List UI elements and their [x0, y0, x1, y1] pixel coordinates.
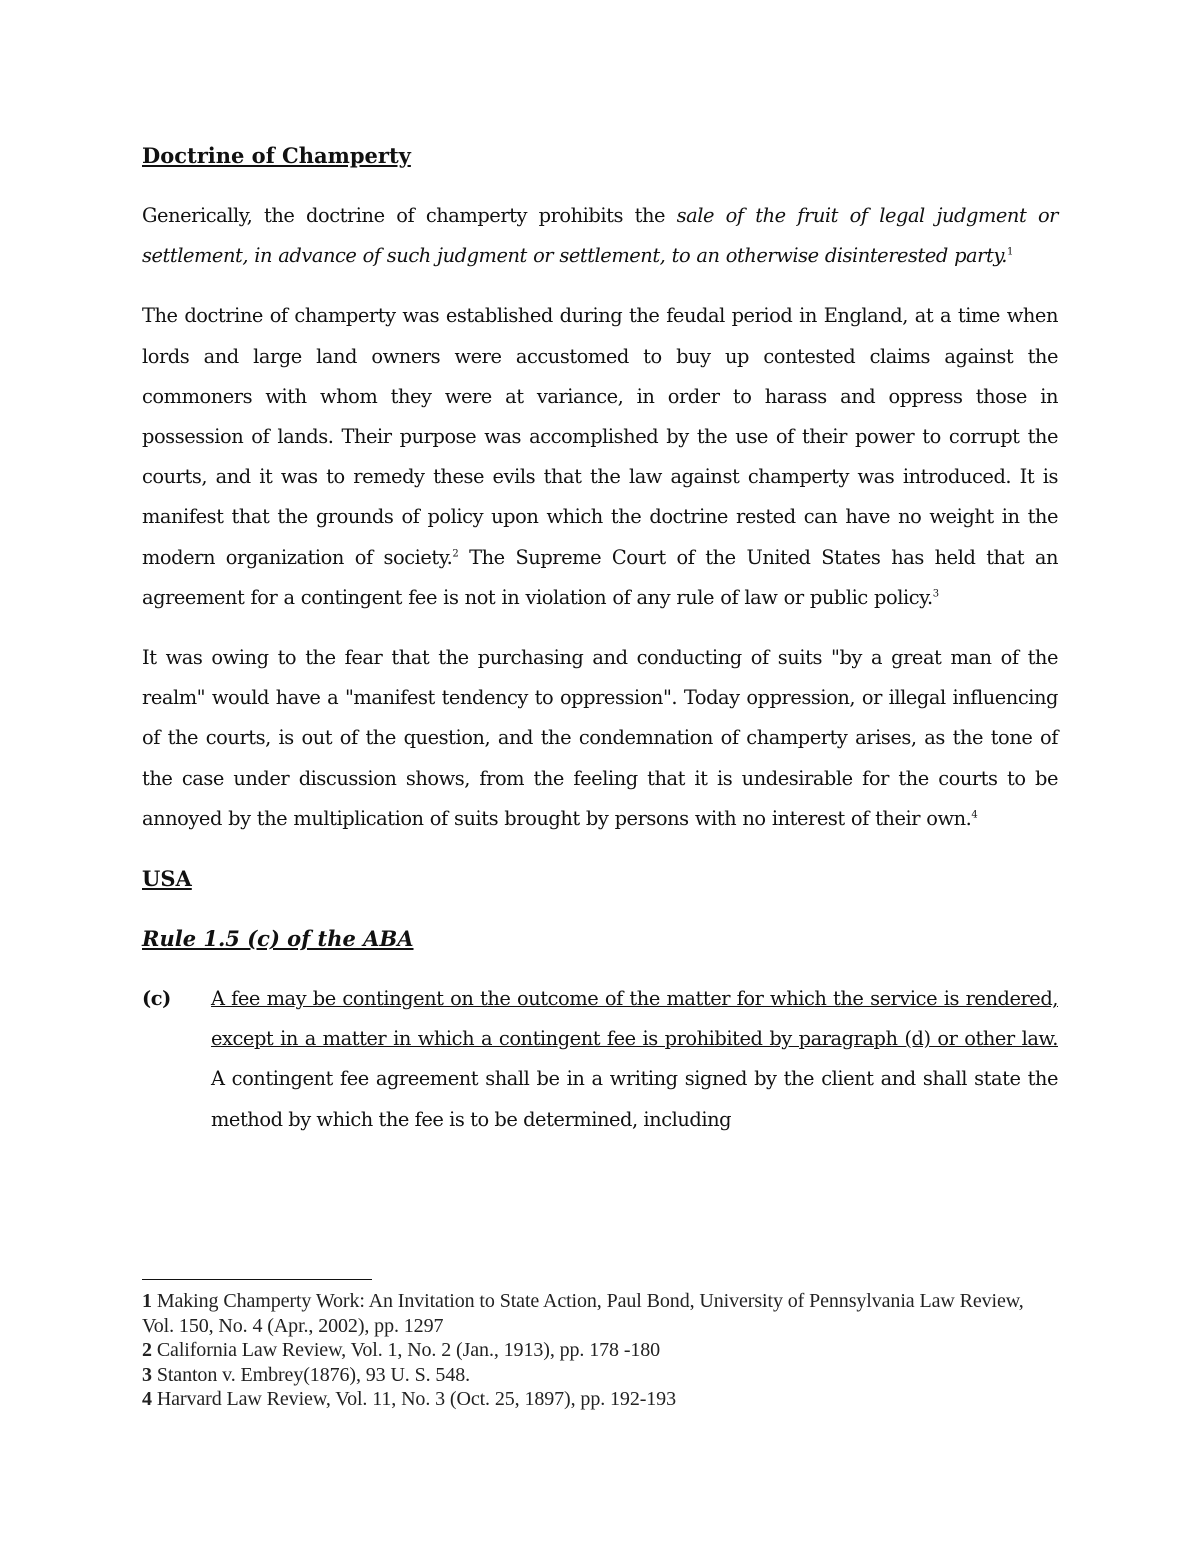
footnote-number: 3: [142, 1363, 152, 1386]
rule-item-c: [142, 979, 1058, 1140]
footnote-text: California Law Review, Vol. 1, No. 2 (Jan., 1913), pp. 178 -180: [156, 1339, 661, 1361]
footnotes: [142, 1289, 1058, 1412]
paragraph-definition-lead: Generically, the doctrine of champerty prohibits the: [142, 204, 677, 227]
paragraph-oppression-text: It was owing to the fear that the purchasing and conducting of suits "by a great man of the realm" would have a "manifest tendency to oppression". Today oppression, or illegal influencing of the courts, is out of the question, and the condemnation of champerty arises, as the tone of the case under discussion shows, from the feeling that it is undesirable for the courts to be annoyed by the multiplication of suits brought by persons with no interest of their own.: [142, 646, 1058, 830]
footnote-1: [142, 1289, 1058, 1338]
document-body: [142, 136, 1058, 1140]
footnote-text: Harvard Law Review, Vol. 11, No. 3 (Oct. 25, 1897), pp. 192-193: [156, 1388, 676, 1410]
footnote-4: [142, 1387, 1058, 1412]
rule-item-underlined-text: A fee may be contingent on the outcome of the matter for which the service is rendered, except in a matter in which a contingent fee is prohibited by paragraph (d) or other law.: [211, 987, 1058, 1051]
footnote-ref-3[interactable]: 3: [932, 588, 939, 600]
paragraph-definition: [142, 196, 1058, 276]
footnote-number: 1: [142, 1290, 152, 1312]
footnote-3: [142, 1363, 1058, 1388]
section-heading-usa: USA: [142, 866, 192, 892]
footnote-text: Stanton v. Embrey(1876), 93 U. S. 548.: [156, 1363, 471, 1386]
section-heading-rule: Rule 1.5 (c) of the ABA: [142, 926, 414, 952]
footnote-ref-4[interactable]: 4: [971, 809, 978, 821]
paragraph-oppression: [142, 638, 1058, 839]
rule-item-label: (c): [142, 987, 171, 1011]
footnote-ref-2[interactable]: 2: [452, 548, 459, 560]
document-title: Doctrine of Champerty: [142, 143, 411, 168]
footnote-ref-1[interactable]: 1: [1006, 246, 1013, 258]
rule-item-rest-text: A contingent fee agreement shall be in a writing signed by the client and shall state the method by which the fee is to be determined, including: [211, 1067, 1058, 1131]
paragraph-history: [142, 296, 1058, 618]
footnote-number: 4: [142, 1388, 152, 1410]
paragraph-definition-italic: sale of the fruit of legal judgment or settlement, in advance of such judgment or settlement, to an otherwise disinterested party.: [142, 204, 1058, 268]
footnote-number: 2: [142, 1339, 152, 1361]
footnote-separator: [142, 1279, 372, 1280]
paragraph-history-text-a: The doctrine of champerty was established during the feudal period in England, at a time when lords and large land owners were accustomed to buy up contested claims against the commoners with whom they were at variance, in order to harass and oppress those in possession of lands. Their purpose was accomplished by the use of their power to corrupt the courts, and it was to remedy these evils that the law against champerty was introduced. It is manifest that the grounds of policy upon which the doctrine rested can have no weight in the modern organization of society.: [142, 304, 1058, 569]
footnote-text: Making Champerty Work: An Invitation to State Action, Paul Bond, University of Pennsylvania Law Review, Vol. 150, No. 4 (Apr., 2002), pp. 1297: [142, 1290, 1024, 1337]
paragraph-history-text-b: The Supreme Court of the United States has held that an agreement for a contingent fee is not in violation of any rule of law or public policy.: [142, 545, 1058, 609]
rule-item-text: [211, 979, 1058, 1140]
footnote-2: [142, 1338, 1058, 1363]
